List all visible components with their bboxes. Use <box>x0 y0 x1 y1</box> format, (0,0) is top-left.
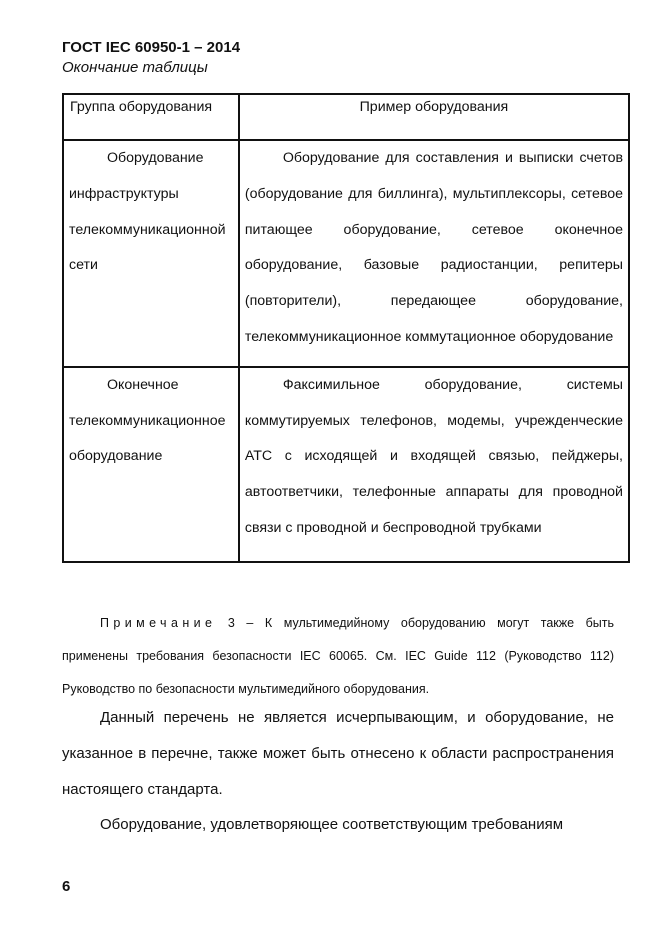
table-cell-group <box>63 367 239 562</box>
table-note <box>62 607 614 706</box>
note-text: 3 – К мультимедийному оборудованию могут также быть применены требования безопасности IEC 60065. См. IEC Guide 112 (Руководство 112) Руководство по безопасности мультимедийного оборудования. <box>62 616 615 696</box>
column-header-group: Группа оборудования <box>63 94 239 140</box>
note-label: Примечание <box>100 616 217 630</box>
group-text: Оборудование инфраструктуры телекоммуникационной сети <box>69 150 226 274</box>
table-header-row <box>63 94 629 140</box>
example-text: Оборудование для составления и выписки счетов (оборудование для биллинга), мультиплексоры, сетевое питающее оборудование, сетевое оконечное оборудование, базовые радиостанции, репитеры (повторители), передающее оборудование, телекоммуникационное коммутационное оборудование <box>244 150 623 345</box>
equipment-table <box>62 93 630 563</box>
table-row <box>63 140 629 367</box>
table-cell-example <box>239 367 629 562</box>
table-continuation-caption: Окончание таблицы <box>62 59 208 76</box>
example-text: Факсимильное оборудование, системы коммутируемых телефонов, модемы, учрежденческие АТС с исходящей и входящей связью, пейджеры, автоответчики, телефонные аппараты для проводной связи с проводной и беспроводной трубками <box>244 376 623 536</box>
body-paragraph: Данный перечень не является исчерпывающим, и оборудование, не указанное в перечне, также может быть отнесено к области распространения настоящего стандарта. <box>62 709 614 798</box>
column-header-example: Пример оборудования <box>239 94 629 140</box>
table-cell-example <box>239 140 629 367</box>
table-row <box>63 367 629 562</box>
page-number: 6 <box>62 878 71 895</box>
group-text: Оконечное телекоммуникационное оборудование <box>69 376 226 465</box>
body-paragraph: Оборудование, удовлетворяющее соответствующим требованиям <box>100 816 564 833</box>
standard-title: ГОСТ IEC 60950-1 – 2014 <box>62 39 241 56</box>
table-cell-group <box>63 140 239 367</box>
